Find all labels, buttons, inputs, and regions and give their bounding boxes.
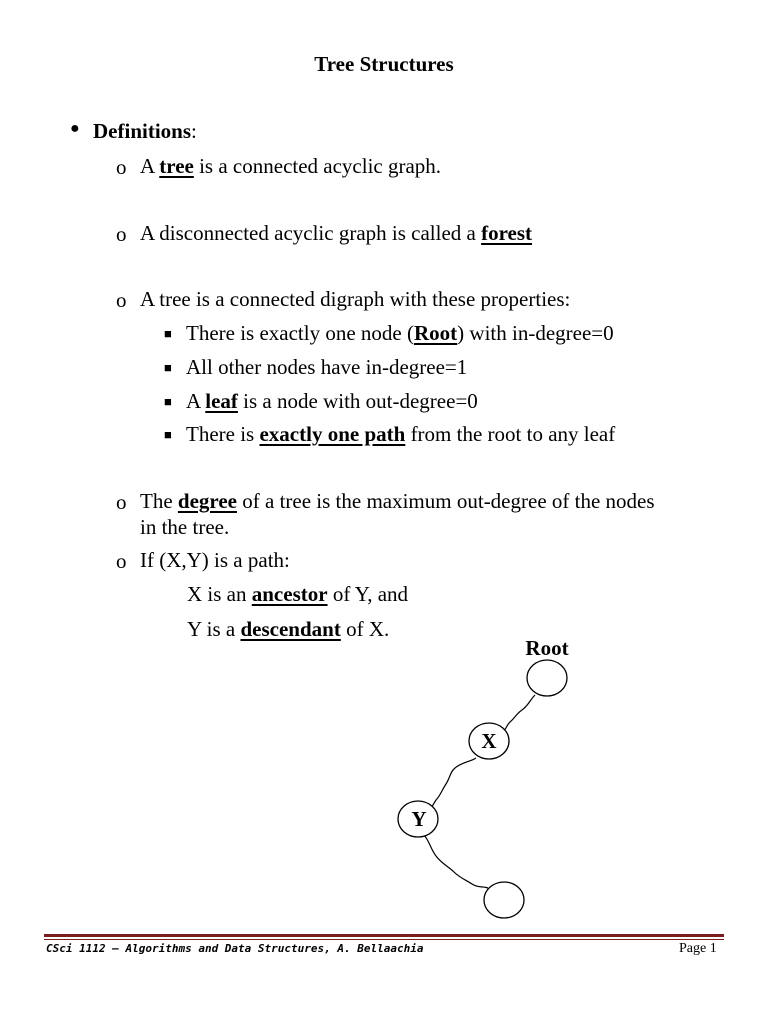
square-bullet-icon: ■ xyxy=(164,394,172,409)
path-property: There is exactly one path from the root to any leaf xyxy=(186,422,616,446)
ring-bullet-icon: o xyxy=(116,490,127,514)
footer-rule xyxy=(44,934,724,937)
node-y-label: Y xyxy=(411,807,427,831)
footer-rule-thin xyxy=(44,939,724,940)
degree-definition-continued: in the tree. xyxy=(140,515,230,539)
tree-definition: A tree is a connected acyclic graph. xyxy=(140,154,442,178)
path-definition: If (X,Y) is a path: xyxy=(140,548,290,572)
ancestor-definition: X is an ancestor of Y, and xyxy=(187,582,409,606)
square-bullet-icon: ■ xyxy=(164,427,172,442)
footer-page-number: Page 1 xyxy=(679,941,717,956)
digraph-definition: A tree is a connected digraph with these properties: xyxy=(140,287,571,311)
edge-y-leaf xyxy=(424,835,488,888)
in-degree-property: All other nodes have in-degree=1 xyxy=(186,355,468,379)
ring-bullet-icon: o xyxy=(116,288,127,312)
leaf-property: A leaf is a node with out-degree=0 xyxy=(186,389,478,413)
root-label: Root xyxy=(525,636,569,660)
footer-course: CSci 1112 – Algorithms and Data Structures, A. Bellaachia xyxy=(46,942,424,955)
ring-bullet-icon: o xyxy=(116,549,127,573)
forest-definition: A disconnected acyclic graph is called a forest xyxy=(140,221,533,245)
ring-bullet-icon: o xyxy=(116,155,127,179)
edge-x-y xyxy=(428,758,476,812)
leaf-node xyxy=(484,882,524,918)
degree-definition: The degree of a tree is the maximum out-degree of the nodes xyxy=(140,489,655,513)
node-x-label: X xyxy=(481,729,497,753)
root-property: There is exactly one node (Root) with in-degree=0 xyxy=(186,321,614,345)
descendant-definition: Y is a descendant of X. xyxy=(187,617,390,641)
page-title: Tree Structures xyxy=(314,52,454,76)
edge-root-x xyxy=(503,695,535,732)
ring-bullet-icon: o xyxy=(116,222,127,246)
bullet-icon: ● xyxy=(70,120,80,137)
square-bullet-icon: ■ xyxy=(164,360,172,375)
root-node xyxy=(527,660,567,696)
definitions-heading: Definitions: xyxy=(93,119,197,143)
square-bullet-icon: ■ xyxy=(164,326,172,341)
